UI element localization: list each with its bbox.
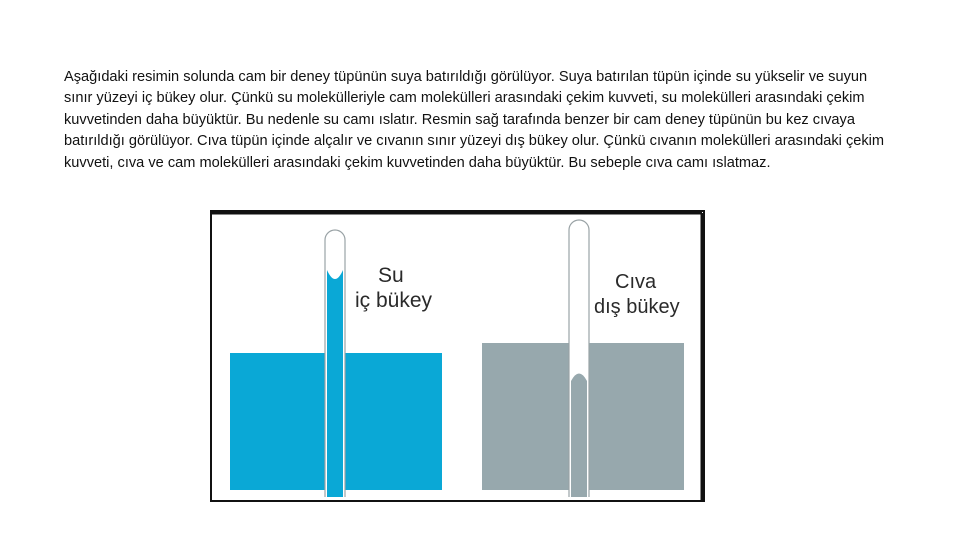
water-label-title: Su [378,264,404,287]
capillarity-illustration [210,210,705,502]
mercury-label-meniscus: dış bükey [594,296,680,318]
mercury-label-title: Cıva [615,271,657,293]
water-column [327,270,343,497]
water-label-meniscus: iç bükey [355,289,433,312]
body-paragraph: Aşağıdaki resimin solunda cam bir deney tüpünün suya batırıldığı görülüyor. Suya batırılan tüpün içinde su yükselir ve suyun sınır yüzeyi iç bükey olur. Çünkü su molekülleriyle cam molekülleri arasındaki çekim kuvveti, su molekülleri arasındaki çekim kuvvetinden daha büyüktür. Bu nedenle su camı ıslatır. Resmin sağ tarafında benzer bir cam deney tüpünün bu kez cıvaya batırıldığı görülüyor. Cıva tüpün içinde alçalır ve cıvanın sınır yüzeyi dış bükey olur. Çünkü cıvanın molekülleri arasındaki çekim kuvveti, cıva ve cam molekülleri arasındaki çekim kuvvetinden daha büyüktür. Bu sebeple cıva camı ıslatmaz. [64,68,885,171]
mercury-column [571,374,587,498]
capillarity-figure [210,210,705,502]
